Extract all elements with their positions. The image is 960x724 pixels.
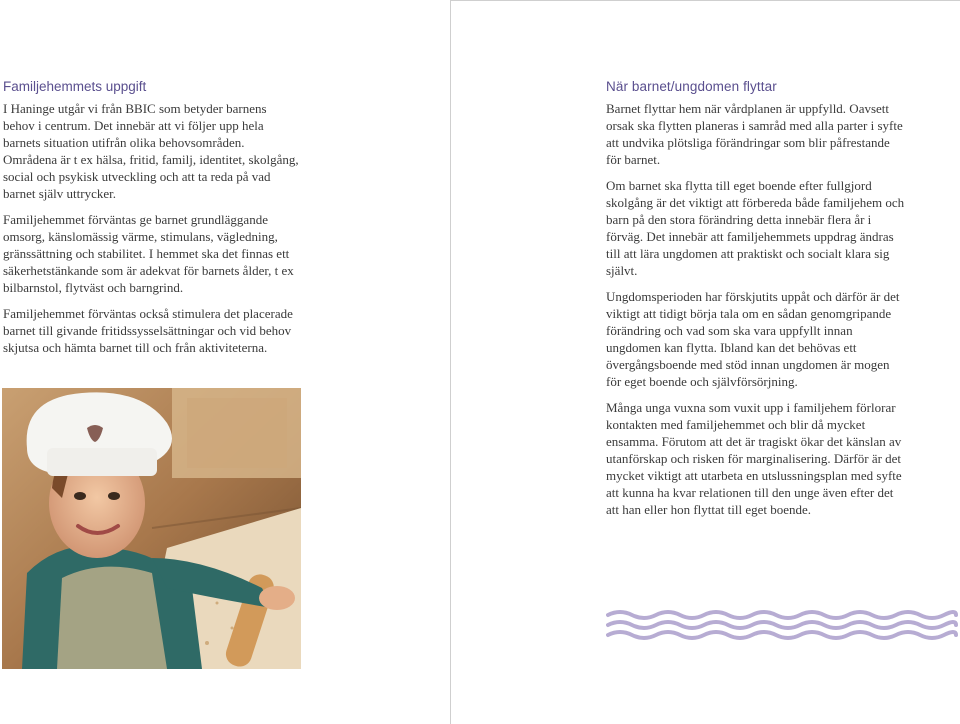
right-column [606,79,906,527]
right-heading: När barnet/ungdomen flyttar [606,79,777,94]
left-paragraph-3: Familjehemmet förväntas också stimulera det placerade barnet till givande fritidssysselsättningar och vid behov skjutsa och hämta barnet till och från aktiviteterna. [3,306,293,355]
left-heading: Familjehemmets uppgift [3,79,147,94]
child-baking-photo [2,388,301,669]
left-paragraph-1: I Haninge utgår vi från BBIC som betyder barnens behov i centrum. Det innebär att vi följer upp hela barnets situation utifrån olika behovsområden. Områdena är t ex hälsa, fritid, familj, identitet, skolgång, social och psykisk utveckling och att ta reda på vad barnet själv uttrycker. [3,101,299,201]
left-page [0,0,450,724]
right-page [450,0,960,724]
left-column [3,79,299,365]
right-paragraph-2: Om barnet ska flytta till eget boende efter fullgjord skolgång är det viktigt att förbereda både familjehem och barn på den stora förändring detta innebär flera år i förväg. Det innebär att familjehemmets uppdrag ändras till att lära ungdomen att praktiskt och socialt klara sig självt. [606,178,905,278]
right-paragraph-4: Många unga vuxna som vuxit upp i familjehem förlorar kontakten med familjehemmet och blir då mycket ensamma. Förutom att det är tragiskt ökar det känslan av utanförskap och risken för marginalisering. Därför är det mycket viktigt att utarbeta en utslussningsplan med syfte att kunna ha kvar relationen till den unge även efter det att han eller hon flyttat till eget boende. [606,400,902,517]
right-paragraph-3: Ungdomsperioden har förskjutits uppåt och därför är det viktigt att tidigt börja tala om en sådan genomgripande förändring och vad som ska vara uppfyllt innan ungdomen kan flytta. Ibland kan det behövas ett övergångsboende med stöd innan ungdomen är mogen för eget boende och självförsörjning. [606,289,900,389]
wave-lines-icon [606,607,958,643]
left-paragraph-2: Familjehemmet förväntas ge barnet grundläggande omsorg, känslomässig värme, stimulans, vägledning, gränssättning och stabilitet. I hemmet ska det finnas ett säkerhetstänkande som är adekvat för barnets ålder, t ex bilbarnstol, flytväst och barngrind. [3,212,294,295]
right-paragraph-1: Barnet flyttar hem när vårdplanen är uppfylld. Oavsett orsak ska flytten planeras i samråd med alla parter i syfte att undvika plötsliga förändringar som blir påfrestande för barnet. [606,101,903,167]
